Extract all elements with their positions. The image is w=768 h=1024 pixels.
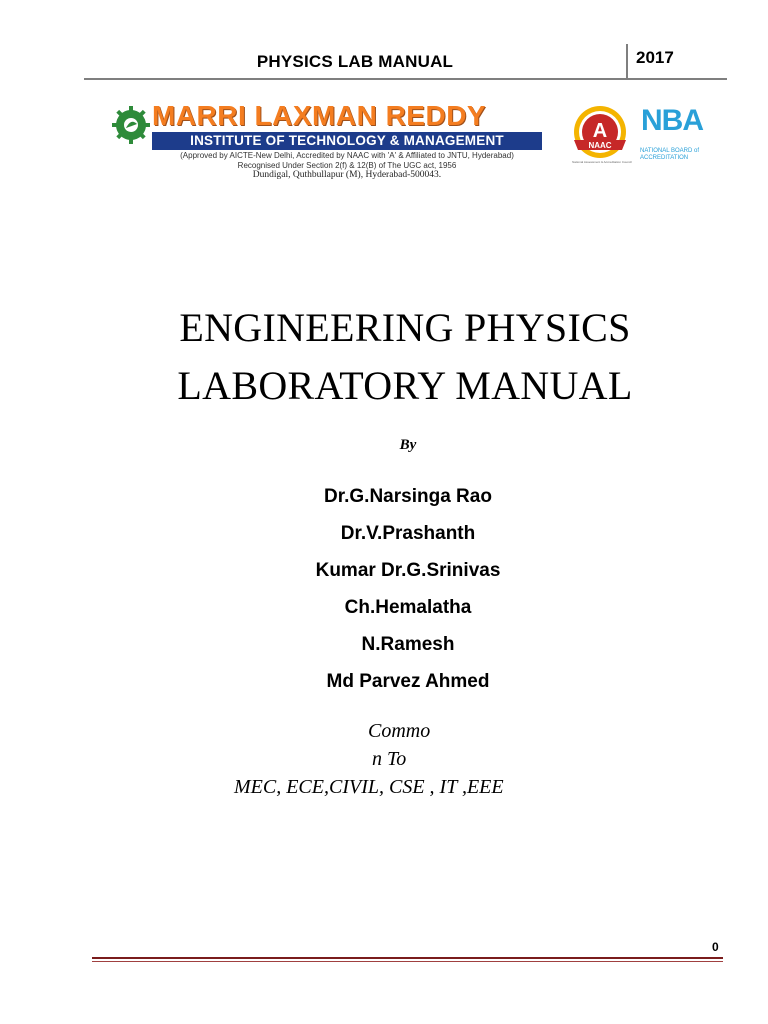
common-to-line1: Commo — [368, 720, 431, 742]
nba-subtitle: NATIONAL BOARD of ACCREDITATION — [640, 148, 700, 161]
footer-rule-thin — [92, 961, 723, 962]
author-name: Dr.V.Prashanth — [340, 523, 476, 544]
common-to-line2: n To — [372, 748, 407, 770]
naac-label: National Assessment & Accreditation Council — [572, 160, 632, 164]
nba-logo-text: NBA — [641, 104, 703, 137]
manual-title-line2: LABORATORY MANUAL — [177, 363, 633, 408]
naac-grade: A — [592, 120, 608, 142]
header-title: PHYSICS LAB MANUAL — [256, 52, 454, 71]
author-name: N.Ramesh — [361, 634, 455, 655]
institute-approval: (Approved by AICTE-New Delhi, Accredited by NAAC with 'A' & Affiliated to JNTU, Hyderabad) — [180, 151, 514, 160]
institute-subtitle: INSTITUTE OF TECHNOLOGY & MANAGEMENT — [152, 132, 542, 150]
author-name: Ch.Hemalatha — [344, 597, 472, 618]
by-label: By — [399, 437, 417, 453]
institute-recognition: Recognised Under Section 2(f) & 12(B) of The UGC act, 1956 — [237, 161, 457, 170]
branches-list: MEC, ECE,CIVIL, CSE , IT ,EEE — [234, 776, 504, 798]
institute-logo-icon — [110, 104, 152, 146]
author-name: Dr.G.Narsinga Rao — [324, 486, 492, 507]
manual-title-line1: ENGINEERING PHYSICS — [179, 305, 631, 350]
header-divider — [626, 44, 628, 80]
author-name: Kumar Dr.G.Srinivas — [315, 560, 501, 581]
page-number: 0 — [712, 940, 719, 954]
institute-name: MARRI LAXMAN REDDY — [152, 100, 487, 131]
header-year: 2017 — [636, 48, 674, 67]
author-name: Md Parvez Ahmed — [326, 671, 490, 692]
institute-address: Dundigal, Quthbullapur (M), Hyderabad-500043. — [252, 170, 442, 180]
footer-rule — [92, 957, 723, 959]
naac-badge-icon — [568, 104, 632, 164]
header-rule — [84, 78, 727, 80]
naac-text: NAAC — [588, 141, 612, 150]
